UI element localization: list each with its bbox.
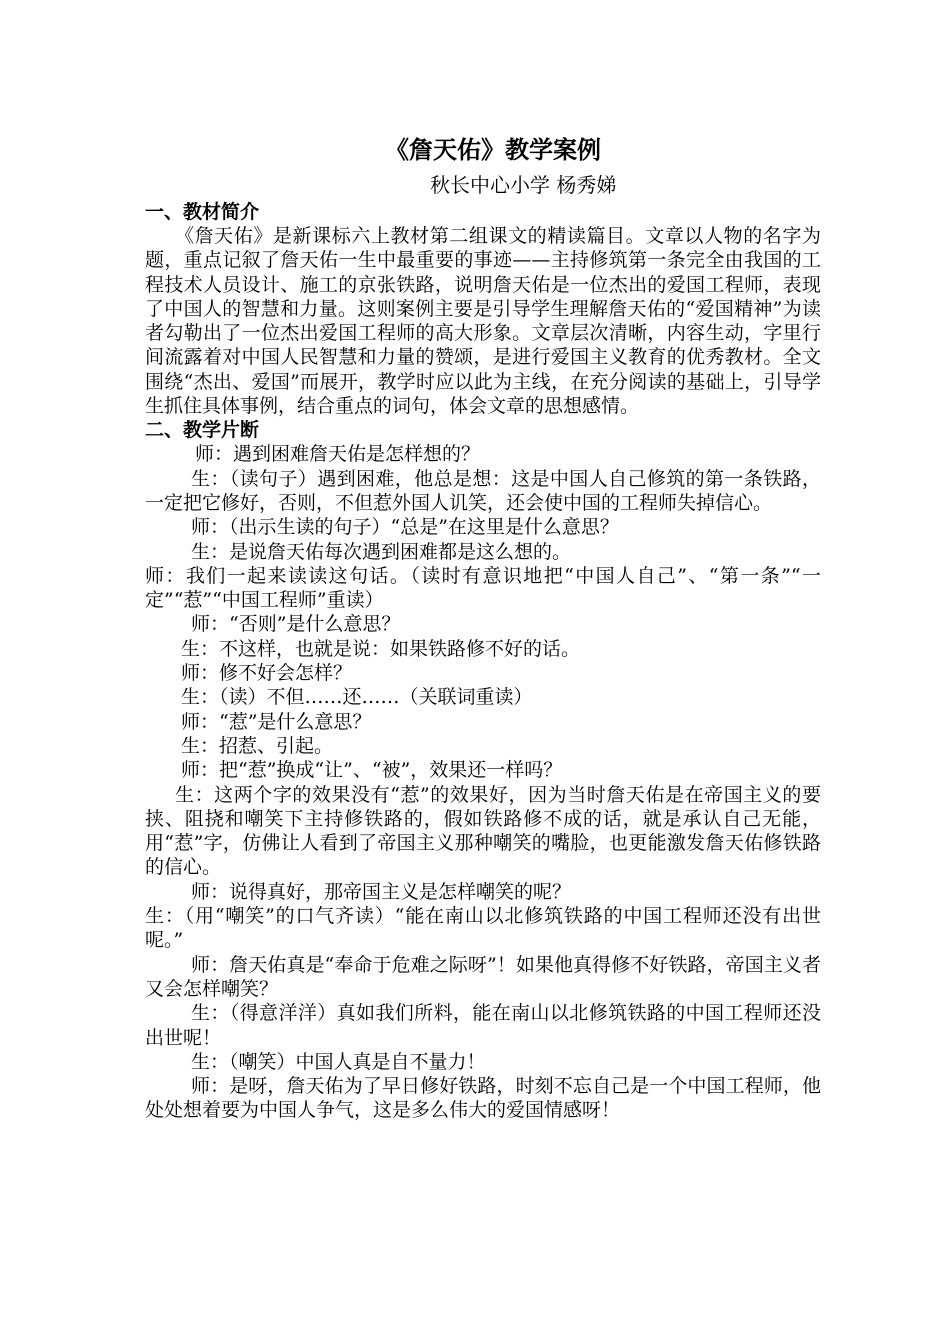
dialogue-line: 师：“否则”是什么意思？ bbox=[191, 613, 401, 636]
dialogue-line: 生：招惹、引起。 bbox=[181, 734, 334, 757]
document-body bbox=[145, 130, 821, 1123]
dialogue-line: 生：这两个字的效果没有“惹”的效果好，因为当时詹天佑是在帝国主义的要挟、阻挠和嘲笑下主持修铁路的，假如铁路修不成的话，就是承认自己无能，用“惹”字，仿佛让人看到了帝国主义那种嘲笑的嘴脸，也更能激发詹天佑修铁路的信心。 bbox=[145, 783, 821, 879]
section-heading-intro: 一、教材简介 bbox=[145, 201, 260, 223]
dialogue-line: 师：把“惹”换成“让”、“被”，效果还一样吗？ bbox=[181, 759, 563, 782]
dialogue-line: 师：（出示生读的句子）“总是”在这里是什么意思？ bbox=[191, 516, 619, 539]
dialogue-line: 生：（用“嘲笑”的口气齐读）“能在南山以北修筑铁路的中国工程师还没有出世呢。” bbox=[145, 905, 821, 952]
dialogue-line: 生：（读）不但……还……（关联词重读） bbox=[181, 686, 533, 709]
dialogue-line: 生：（嘲笑）中国人真是自不量力！ bbox=[191, 1050, 486, 1073]
dialogue-line: 师：说得真好，那帝国主义是怎样嘲笑的呢？ bbox=[191, 880, 572, 903]
dialogue-line: 生：（读句子）遇到困难，他总是想：这是中国人自己修筑的第一条铁路，一定把它修好，否则，不但惹外国人讥笑，还会使中国的工程师失掉信心。 bbox=[145, 467, 821, 514]
document-author: 秋长中心小学 杨秀娣 bbox=[430, 173, 617, 197]
dialogue-line: 师：修不好会怎样？ bbox=[181, 662, 353, 685]
dialogue-line: 生：是说詹天佑每次遇到困难都是这么想的。 bbox=[191, 540, 572, 563]
section-heading-excerpt: 二、教学片断 bbox=[145, 419, 260, 442]
dialogue-line: 师：“惹”是什么意思？ bbox=[181, 710, 372, 733]
dialogue-line: 师：遇到困难詹天佑是怎样想的？ bbox=[195, 443, 481, 466]
document-title: 《詹天佑》教学案例 bbox=[385, 136, 601, 164]
intro-paragraph: 《詹天佑》是新课标六上教材第二组课文的精读篇目。文章以人物的名字为题，重点记叙了詹天佑一生中最重要的事迹——主持修筑第一条完全由我国的工程技术人员设计、施工的京张铁路，说明詹天佑是一位杰出的爱国工程师，表现了中国人的智慧和力量。这则案例主要是引导学生理解詹天佑的“爱国精神”为读者勾勒出了一位杰出爱国工程师的高大形象。文章层次清晰，内容生动，字里行间流露着对中国人民智慧和力量的赞颂，是进行爱国主义教育的优秀教材。全文围绕“杰出、爱国”而展开，教学时应以此为主线，在充分阅读的基础上，引导学生抓住具体事例，结合重点的词句，体会文章的思想感情。 bbox=[145, 225, 821, 418]
dialogue-line: 师：是呀，詹天佑为了早日修好铁路，时刻不忘自己是一个中国工程师，他处处想着要为中国人争气，这是多么伟大的爱国情感呀！ bbox=[145, 1075, 821, 1122]
dialogue-line: 师：我们一起来读读这句话。（读时有意识地把“中国人自己”、“第一条”“一定”“惹”“中国工程师”重读） bbox=[145, 564, 821, 612]
dialogue-line: 生：（得意洋洋）真如我们所料，能在南山以北修筑铁路的中国工程师还没出世呢！ bbox=[145, 1002, 821, 1049]
dialogue-line: 师：詹天佑真是“奉命于危难之际呀”！如果他真得修不好铁路，帝国主义者又会怎样嘲笑？ bbox=[145, 953, 821, 1000]
dialogue-line: 生：不这样，也就是说：如果铁路修不好的话。 bbox=[181, 637, 581, 660]
